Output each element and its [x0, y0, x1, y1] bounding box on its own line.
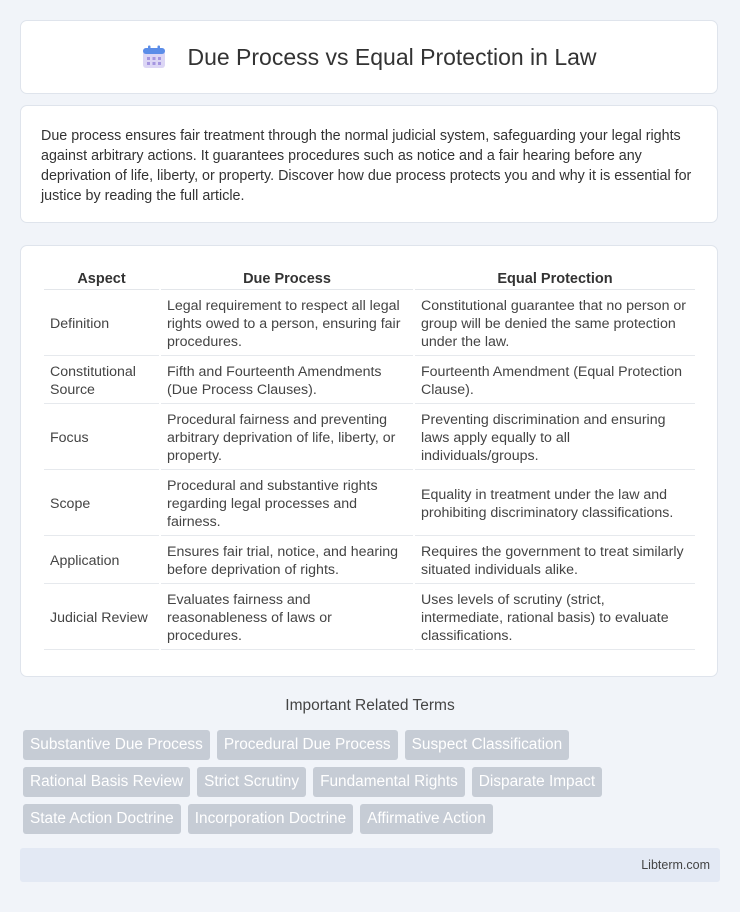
page-title: Due Process vs Equal Protection in Law	[187, 43, 597, 70]
related-terms-tags	[23, 730, 723, 841]
table-cell-equal-protection: Constitutional guarantee that no person or group will be denied the same protection under the law.	[415, 292, 695, 356]
footer	[20, 848, 720, 882]
table-row	[44, 538, 695, 584]
table-cell-aspect: Constitutional Source	[44, 358, 159, 404]
table-row	[44, 358, 695, 404]
table-cell-aspect: Focus	[44, 406, 159, 470]
calendar-icon	[141, 44, 167, 70]
table-cell-equal-protection: Equality in treatment under the law and prohibiting discriminatory classifications.	[415, 472, 695, 536]
tag-row	[23, 767, 723, 797]
table-cell-equal-protection: Fourteenth Amendment (Equal Protection Clause).	[415, 358, 695, 404]
tag-procedural-due-process[interactable]: Procedural Due Process	[217, 730, 398, 760]
footer-site-link[interactable]: Libterm.com	[641, 858, 710, 872]
table-cell-due-process: Ensures fair trial, notice, and hearing before deprivation of rights.	[161, 538, 413, 584]
table-row	[44, 472, 695, 536]
tag-strict-scrutiny[interactable]: Strict Scrutiny	[197, 767, 306, 797]
table-cell-aspect: Definition	[44, 292, 159, 356]
table-cell-aspect: Judicial Review	[44, 586, 159, 650]
table-row	[44, 406, 695, 470]
table-cell-due-process: Procedural and substantive rights regarding legal processes and fairness.	[161, 472, 413, 536]
intro-text: Due process ensures fair treatment through the normal judicial system, safeguarding your legal rights against arbitrary actions. It guarantees procedures such as notice and a fair hearing before any deprivation of life, liberty, or property. Discover how due process protects you and why it is essential for justice by reading the full article.	[41, 128, 692, 204]
related-terms-title: Important Related Terms	[285, 697, 455, 714]
tag-disparate-impact[interactable]: Disparate Impact	[472, 767, 602, 797]
table-cell-due-process: Procedural fairness and preventing arbitrary deprivation of life, liberty, or property.	[161, 406, 413, 470]
tag-suspect-classification[interactable]: Suspect Classification	[405, 730, 570, 760]
table-cell-due-process: Legal requirement to respect all legal rights owed to a person, ensuring fair procedures.	[161, 292, 413, 356]
table-cell-aspect: Application	[44, 538, 159, 584]
tag-incorporation-doctrine[interactable]: Incorporation Doctrine	[188, 804, 353, 834]
column-header-aspect: Aspect	[44, 269, 159, 290]
comparison-table-card	[20, 245, 718, 677]
tag-row	[23, 730, 723, 760]
tag-affirmative-action[interactable]: Affirmative Action	[360, 804, 493, 834]
table-cell-equal-protection: Requires the government to treat similarly situated individuals alike.	[415, 538, 695, 584]
table-cell-due-process: Fifth and Fourteenth Amendments (Due Process Clauses).	[161, 358, 413, 404]
tag-substantive-due-process[interactable]: Substantive Due Process	[23, 730, 210, 760]
intro-card	[20, 105, 718, 223]
table-row	[44, 586, 695, 650]
table-cell-equal-protection: Uses levels of scrutiny (strict, intermediate, rational basis) to evaluate classifications.	[415, 586, 695, 650]
table-row	[44, 292, 695, 356]
column-header-equal-protection: Equal Protection	[415, 269, 695, 290]
tag-row	[23, 804, 723, 834]
column-header-due-process: Due Process	[161, 269, 413, 290]
table-header-row	[44, 269, 695, 290]
table-cell-equal-protection: Preventing discrimination and ensuring laws apply equally to all individuals/groups.	[415, 406, 695, 470]
tag-state-action-doctrine[interactable]: State Action Doctrine	[23, 804, 181, 834]
table-cell-aspect: Scope	[44, 472, 159, 536]
header-card	[20, 20, 718, 94]
table-cell-due-process: Evaluates fairness and reasonableness of laws or procedures.	[161, 586, 413, 650]
comparison-table	[42, 267, 697, 652]
tag-rational-basis-review[interactable]: Rational Basis Review	[23, 767, 190, 797]
tag-fundamental-rights[interactable]: Fundamental Rights	[313, 767, 465, 797]
